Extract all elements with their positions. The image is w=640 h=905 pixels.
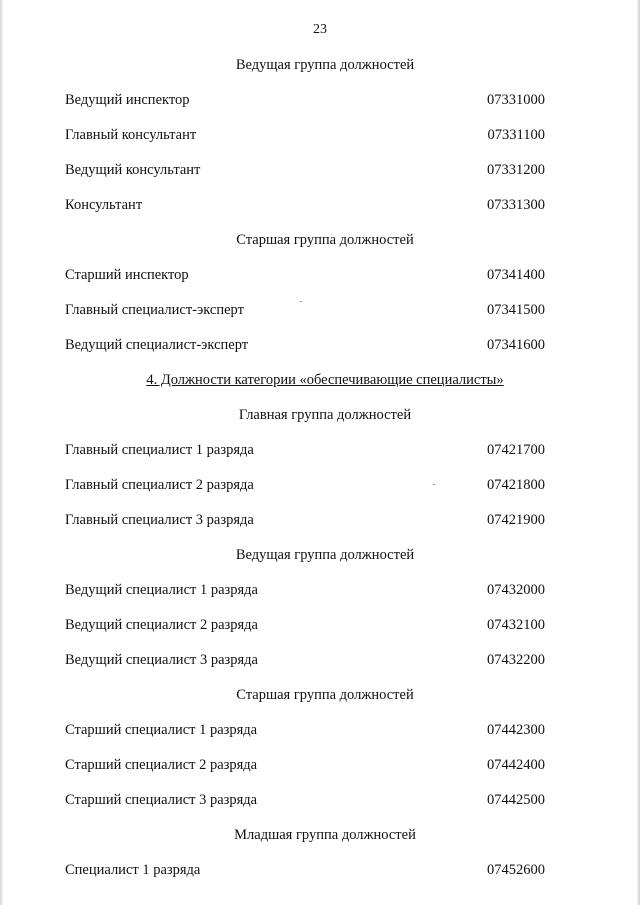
position-code: 07442300 (487, 722, 545, 738)
position-code: 07421700 (487, 442, 545, 458)
position-code: 07421900 (487, 512, 545, 528)
position-title: Ведущий инспектор (65, 92, 190, 108)
position-code: 07341600 (487, 337, 545, 353)
position-row (65, 755, 545, 790)
group-heading: Младшая группа должностей (234, 827, 416, 843)
position-row (65, 440, 545, 475)
group-heading: Ведущая группа должностей (235, 547, 415, 563)
position-title: Специалист 1 разряда (65, 862, 201, 878)
position-title: Ведущий специалист-эксперт (65, 337, 249, 353)
document-body (65, 55, 545, 895)
position-code: 07331000 (487, 92, 545, 108)
position-title: Ведущий специалист 3 разряда (65, 652, 258, 668)
position-title: Главный консультант (65, 127, 197, 143)
position-code: 07442500 (487, 792, 545, 808)
group-heading: Ведущая группа должностей (235, 57, 415, 73)
position-title: Старший специалист 2 разряда (65, 757, 258, 773)
group-heading: Старшая группа должностей (236, 687, 414, 703)
position-title: Старший инспектор (65, 267, 189, 283)
position-title: Консультант (65, 197, 143, 213)
position-row (65, 615, 545, 650)
position-code: 07331100 (487, 127, 545, 143)
position-row (65, 790, 545, 825)
position-code: 07331200 (487, 162, 545, 178)
position-row (65, 580, 545, 615)
position-row (65, 300, 545, 335)
position-code: 07331300 (487, 197, 545, 213)
position-title: Главный специалист-эксперт (65, 302, 244, 318)
position-title: Главный специалист 3 разряда (65, 512, 254, 528)
position-row (65, 510, 545, 545)
scan-speck (300, 301, 302, 302)
position-row (65, 335, 545, 370)
position-row (65, 265, 545, 300)
position-code: 07432000 (487, 582, 545, 598)
scan-edge-left (0, 0, 3, 905)
position-title: Ведущий консультант (65, 162, 201, 178)
position-title: Старший специалист 1 разряда (65, 722, 258, 738)
position-title: Главный специалист 2 разряда (65, 477, 254, 493)
position-row (65, 860, 545, 895)
position-row (65, 475, 545, 510)
position-row (65, 125, 545, 160)
section-title (65, 370, 545, 405)
position-row (65, 650, 545, 685)
position-row (65, 195, 545, 230)
position-code: 07421800 (487, 477, 545, 493)
position-title: Ведущий специалист 2 разряда (65, 617, 258, 633)
position-row (65, 90, 545, 125)
position-code: 07341400 (487, 267, 545, 283)
page-number: 23 (313, 22, 327, 37)
position-code: 07341500 (487, 302, 545, 318)
position-title: Главный специалист 1 разряда (65, 442, 254, 458)
group-heading: Старшая группа должностей (236, 232, 414, 248)
section-title-text: 4. Должности категории «обеспечивающие специалисты» (146, 372, 504, 388)
position-code: 07432200 (487, 652, 545, 668)
position-row (65, 720, 545, 755)
group-heading: Главная группа должностей (238, 407, 412, 423)
position-code: 07442400 (487, 757, 545, 773)
position-title: Старший специалист 3 разряда (65, 792, 258, 808)
scan-speck (433, 484, 435, 485)
position-code: 07452600 (487, 862, 545, 878)
position-code: 07432100 (487, 617, 545, 633)
position-row (65, 160, 545, 195)
position-title: Ведущий специалист 1 разряда (65, 582, 258, 598)
